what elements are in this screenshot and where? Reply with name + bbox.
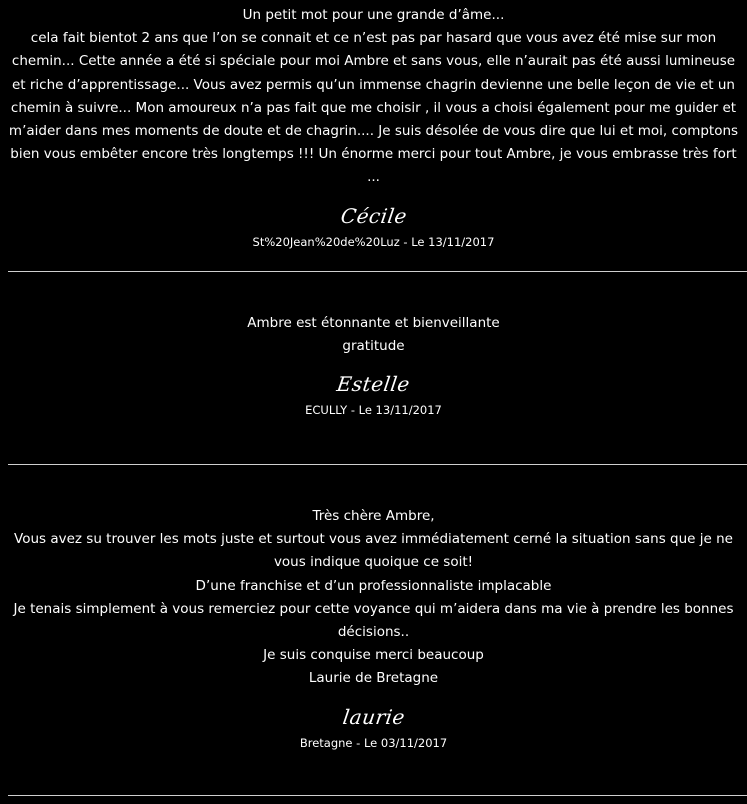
- message-line: Je tenais simplement à vous remerciez pour cette voyance qui m’aidera dans ma vie à prendre les bonnes décisions..: [13, 600, 734, 641]
- testimonial-message: [0, 4, 747, 190]
- message-line: Vous avez su trouver les mots juste et surtout vous avez immédiatement cerné la situation sans que je ne vous indique quoique ce soit!: [14, 531, 733, 571]
- location-date: St%20Jean%20de%20Luz - Le 13/11/2017: [252, 234, 495, 249]
- testimonial-1: [0, 4, 747, 250]
- testimonial-3: [0, 505, 747, 751]
- location-date: ECULLY - Le 13/11/2017: [305, 403, 442, 418]
- message-line: cela fait bientot 2 ans que l’on se connait et ce n’est pas par hasard que vous avez été mise sur mon chemin... Cette année a été si spéciale pour moi Ambre et sans vous, elle n’aurait pas été aussi lumineuse et riche d’apprentissage... Vous avez permis qu’un immense chagrin devienne une belle leçon de vie et un chemin à suivre... Mon amoureux n’a pas fait que me choisir , il vous a choisi également pour me guider et m’aider dans mes moments de doute et de chagrin.... Je suis désolée de vous dire que lui et moi, comptons bien vous embêter encore très longtemps !!! Un énorme merci pour tout Ambre, je vous embrasse très fort ...: [8, 30, 739, 186]
- message-line: Ambre est étonnante et bienveillante: [247, 315, 500, 331]
- signature: laurie: [340, 704, 407, 729]
- testimonial-message: [0, 505, 747, 691]
- message-line: gratitude: [342, 338, 405, 355]
- message-line: Je suis conquise merci beaucoup: [263, 647, 484, 664]
- location-date: Bretagne - Le 03/11/2017: [299, 735, 448, 750]
- divider: [8, 271, 747, 272]
- divider: [8, 795, 747, 796]
- testimonial-message: [0, 312, 747, 358]
- message-line: Un petit mot pour une grande d’âme...: [242, 7, 505, 23]
- signature: Cécile: [338, 203, 409, 228]
- message-line: Très chère Ambre,: [312, 508, 435, 524]
- message-line: Laurie de Bretagne: [308, 670, 439, 687]
- testimonial-2: [0, 312, 747, 418]
- divider: [8, 464, 747, 465]
- signature: Estelle: [335, 372, 412, 397]
- message-line: D’une franchise et d’un professionnaliste implacable: [195, 577, 552, 594]
